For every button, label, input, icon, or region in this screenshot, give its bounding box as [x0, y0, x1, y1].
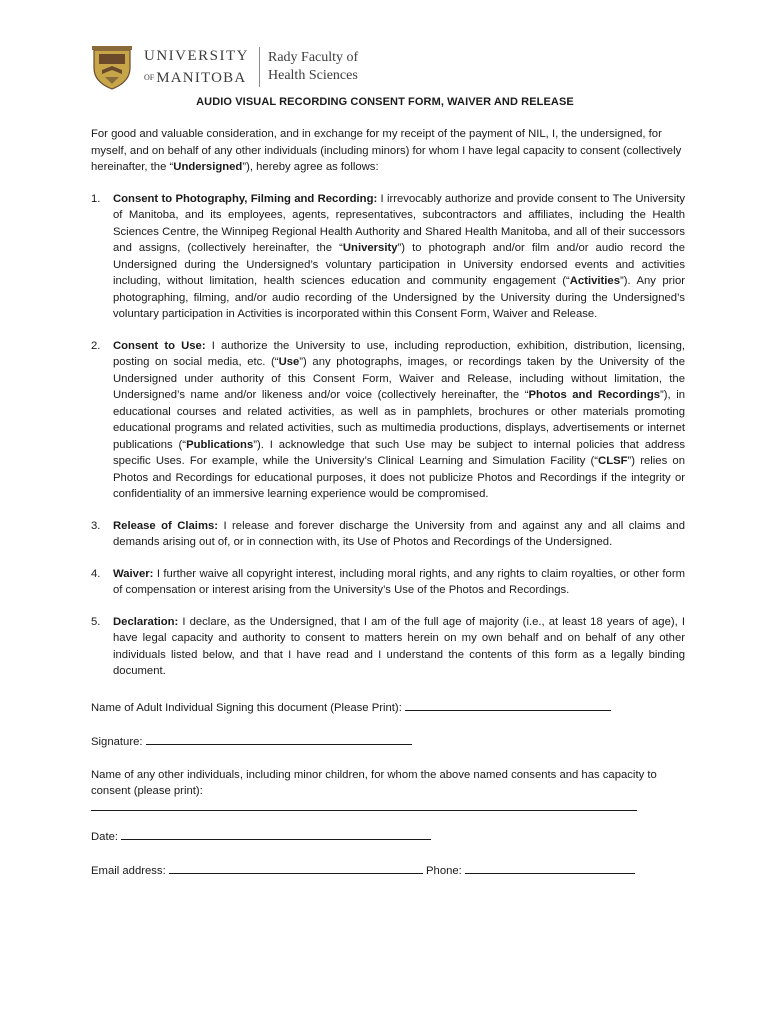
section-heading: Declaration: [113, 615, 179, 628]
form-body [91, 126, 685, 880]
email-field[interactable] [169, 861, 423, 874]
section-heading: Consent to Use: [113, 339, 206, 352]
university-wordmark [144, 48, 249, 87]
section-text: ”). Any prior photographing, filming, and/or audio recording of the Undersigned by the University during the Undersigned’s voluntary participation in Activities is incorporated within this Consent Form, Waiver and Release. [113, 275, 685, 320]
intro-paragraph [91, 126, 685, 176]
section-number: 4. [91, 567, 101, 580]
section-bold: CLSF [598, 455, 628, 467]
section-text: ”). I acknowledge that such Use may be subject to internal policies that address specific Uses. For example, while the University’s Clinical Learning and Simulation Facility (“ [113, 438, 685, 467]
section-text: ”) any photographs, images, or recordings taken by the University of the Undersigned under authority of this Consent Form, Waiver and Release, including without limitation, the Undersigned’s name and/or likeness and/or voice (collectively hereinafter, the “ [113, 356, 685, 401]
adult-name-row [91, 698, 685, 717]
faculty-line1: Rady Faculty of [268, 50, 359, 65]
signature-row [91, 732, 685, 751]
section-bold: Activities [569, 275, 620, 287]
date-label: Date: [91, 830, 119, 843]
other-individuals-label: Name of any other individuals, including minor children, for whom the above named consents and has capacity to consent (please print): [91, 768, 657, 797]
university-of: OF [144, 72, 155, 82]
section-text: ”), in educational courses and related activities, as well as in pamphlets, brochures or other materials promoting educational programs and related activities, such as multimedia productions, displays, advertisements or internet publications (“ [113, 389, 685, 451]
other-individuals-field[interactable] [91, 800, 637, 811]
section-text: I irrevocably authorize and provide consent to The University of Manitoba, and its employees, agents, representatives, subcontractors and affiliates, including the Health Sciences Centre, the Winnipeg Regional Health Authority and Shared Health Manitoba, and all of their successors and assigns, (collectively hereinafter, the “ [113, 192, 685, 254]
section-bold: Publications [186, 438, 254, 451]
section-bold: University [342, 242, 398, 254]
other-individuals-row [91, 767, 685, 811]
section-text: I further waive all copyright interest, including moral rights, and any rights to claim royalties, or other form of compensation or interest arising from the University’s Use of the Photos and Recordings. [113, 567, 685, 596]
faculty-line2: Health Sciences [268, 68, 358, 83]
date-row [91, 827, 685, 846]
intro-bold: Undersigned [173, 161, 243, 173]
university-logo [90, 44, 358, 90]
section-text: ”) relies on Photos and Recordings for educational purposes, it does not publicize Photos and Recordings if the integrity or confidentiality of an immersive learning experience would be compromised. [113, 455, 685, 500]
phone-field[interactable] [465, 861, 635, 874]
section-text: ”) to photograph and/or film and/or audio record the Undersigned during the Undersigned’s voluntary participation in University endorsed events and activities including, without limitation, health sciences education and community engagement (“ [113, 242, 685, 287]
section-bold: Photos and Recordings [528, 389, 661, 401]
phone-label: Phone: [426, 865, 462, 877]
section-3 [91, 518, 685, 551]
university-name-line2 [144, 69, 249, 87]
date-field[interactable] [121, 827, 431, 840]
section-number: 2. [91, 339, 101, 352]
adult-name-label: Name of Adult Individual Signing this document (Please Print): [91, 701, 402, 714]
faculty-name [268, 49, 358, 85]
section-text: I authorize the University to use, including reproduction, exhibition, distribution, licensing, posting on social media, etc. (“ [113, 339, 685, 368]
section-heading: Release of Claims: [113, 519, 219, 532]
university-manitoba: MANITOBA [156, 69, 247, 86]
section-heading: Waiver: [113, 567, 154, 580]
section-2 [91, 338, 685, 503]
section-number: 3. [91, 519, 101, 532]
form-title: AUDIO VISUAL RECORDING CONSENT FORM, WAIVER AND RELEASE [196, 96, 574, 108]
section-4 [91, 566, 685, 599]
section-number: 1. [91, 192, 101, 205]
section-bold: Use [278, 356, 300, 368]
email-label: Email address: [91, 865, 166, 877]
section-text: I release and forever discharge the University from and against any and all claims and demands arising out of, or in connection with, its Use of Photos and Recordings of the Undersigned. [113, 519, 685, 548]
section-1 [91, 191, 685, 323]
university-name-line1: UNIVERSITY [144, 47, 249, 64]
intro-text-end: ”), hereby agree as follows: [242, 161, 379, 173]
section-number: 5. [91, 615, 101, 628]
contact-row [91, 861, 685, 880]
adult-name-field[interactable] [405, 698, 611, 711]
section-text: I declare, as the Undersigned, that I am of the full age of majority (i.e., at least 18 years of age), I have legal capacity and authority to consent to matters herein on my own behalf and on behalf of any other individuals listed below, and that I have read and I understand the contents of this form as a legally binding document. [113, 615, 685, 677]
section-5 [91, 614, 685, 680]
signature-field[interactable] [146, 732, 412, 745]
section-heading: Consent to Photography, Filming and Recording: [113, 192, 378, 205]
signature-label: Signature: [91, 736, 143, 748]
intro-text: For good and valuable consideration, and in exchange for my receipt of the payment of NIL, I, the undersigned, for myself, and on behalf of any other individuals (including minors) for whom I have legal capacity to consent (collectively hereinafter, the “ [91, 128, 682, 173]
university-crest-icon [90, 44, 134, 90]
logo-divider [259, 47, 260, 87]
